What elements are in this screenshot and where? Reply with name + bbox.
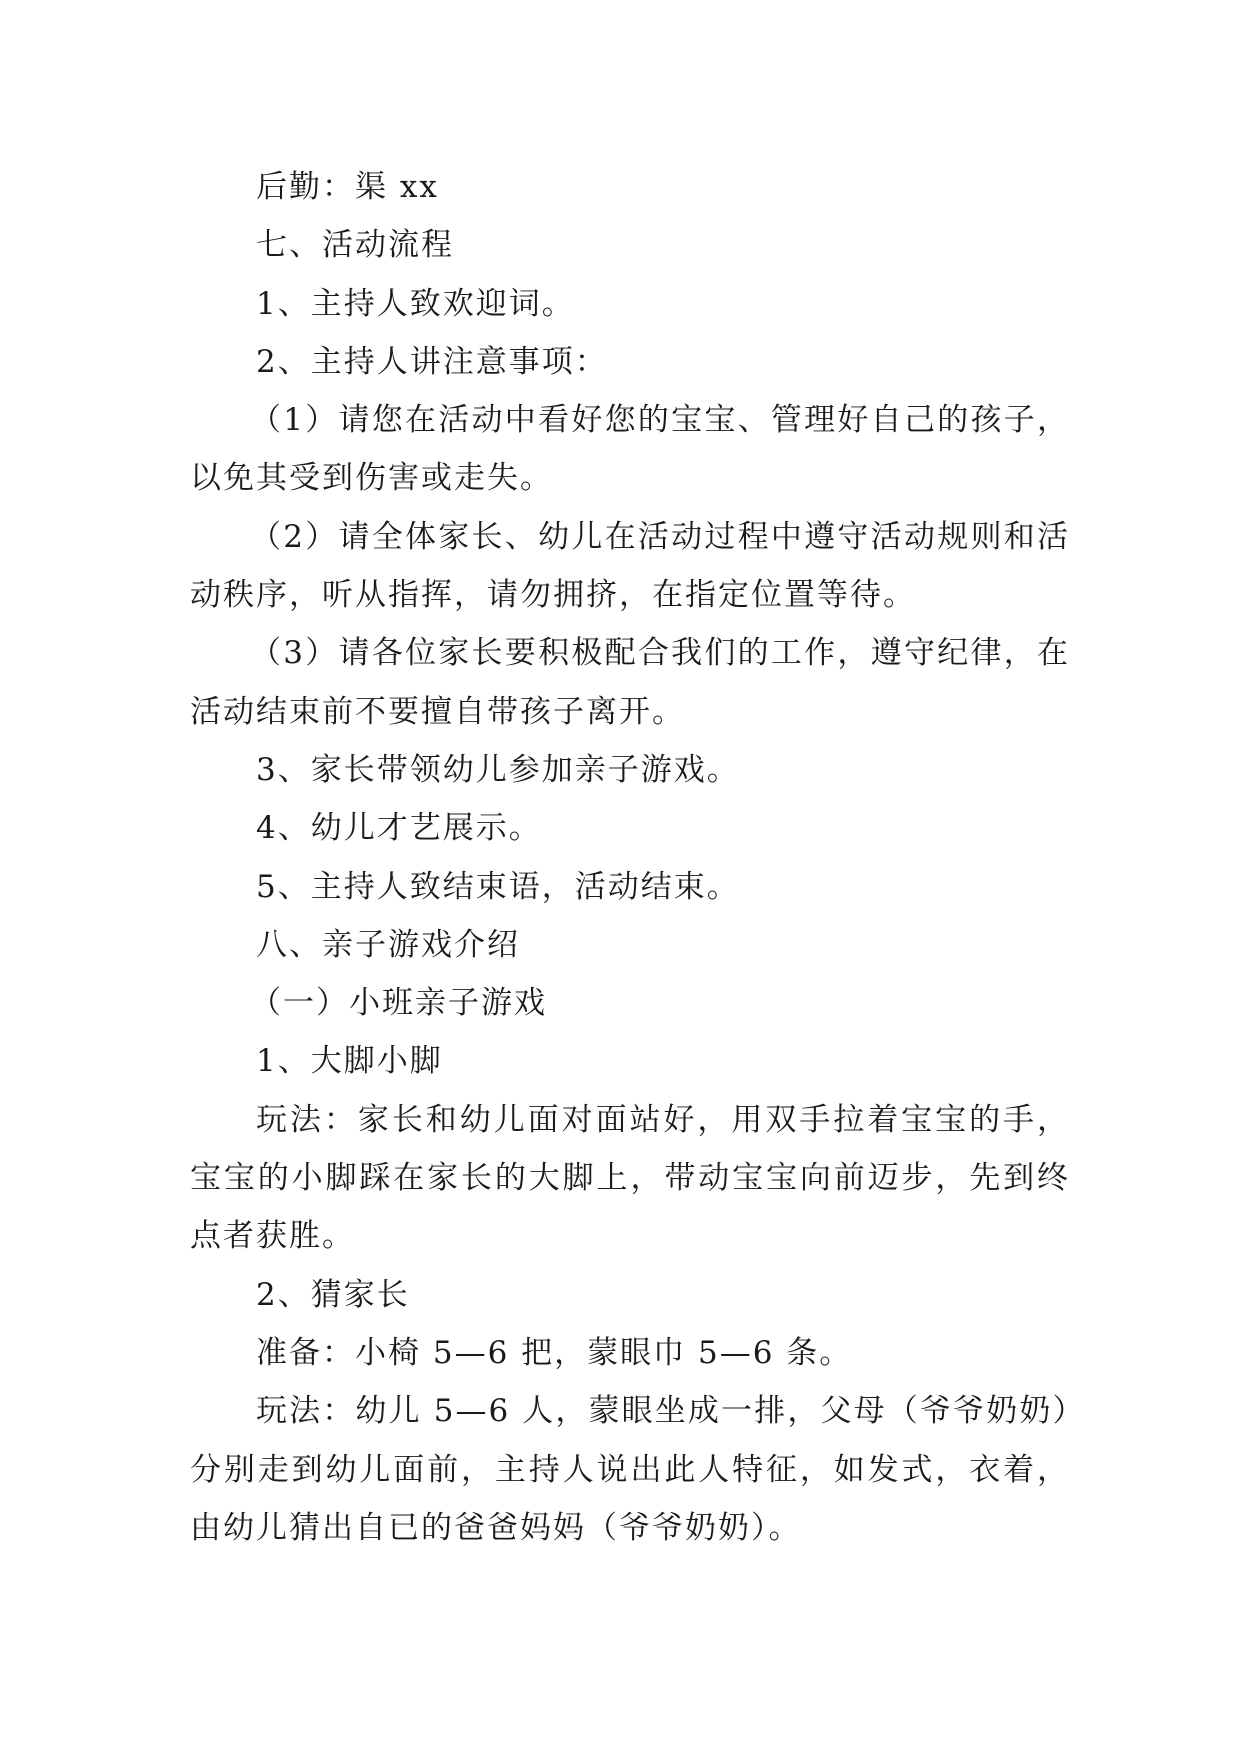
paragraph-step-3: 3、家长带领幼儿参加亲子游戏。 xyxy=(256,751,740,788)
paragraph-step-4: 4、幼儿才艺展示。 xyxy=(256,810,542,847)
paragraph-game-2-prep: 准备：小椅 5—6 把，蒙眼巾 5—6 条。 xyxy=(256,1334,853,1371)
paragraph-note-1: （1）请您在活动中看好您的宝宝、管理好自己的孩子，以免其受到伤害或走失。 xyxy=(190,402,1070,497)
paragraph-note-2: （2）请全体家长、幼儿在活动过程中遵守活动规则和活动秩序，听从指挥，请勿拥挤，在指定位置等待。 xyxy=(190,518,1070,614)
paragraph-note-3: （3）请各位家长要积极配合我们的工作，遵守纪律，在活动结束前不要擅自带孩子离开。 xyxy=(190,635,1070,730)
paragraph-step-1: 1、主持人致欢迎词。 xyxy=(256,285,575,322)
section-heading-activity-flow: 七、活动流程 xyxy=(256,227,454,264)
paragraph-game-1-rules: 玩法：家长和幼儿面对面站好，用双手拉着宝宝的手，宝宝的小脚踩在家长的大脚上，带动宝宝向前迈步，先到终点者获胜。 xyxy=(190,1101,1070,1255)
game-title-guess-parent: 2、猜家长 xyxy=(256,1276,410,1313)
document-body xyxy=(190,158,1070,1557)
paragraph-step-5: 5、主持人致结束语，活动结束。 xyxy=(256,868,740,905)
section-heading-games: 八、亲子游戏介绍 xyxy=(256,926,520,963)
paragraph-game-2-rules: 玩法：幼儿 5—6 人，蒙眼坐成一排，父母（爷爷奶奶）分别走到幼儿面前，主持人说出此人特征，如发式，衣着，由幼儿猜出自已的爸爸妈妈（爷爷奶奶）。 xyxy=(190,1393,1070,1546)
paragraph-logistics: 后勤：渠 xx xyxy=(256,169,439,205)
game-title-big-foot: 1、大脚小脚 xyxy=(256,1043,443,1080)
subsection-heading-small-class: （一）小班亲子游戏 xyxy=(250,985,547,1022)
paragraph-step-2: 2、主持人讲注意事项： xyxy=(256,343,608,380)
